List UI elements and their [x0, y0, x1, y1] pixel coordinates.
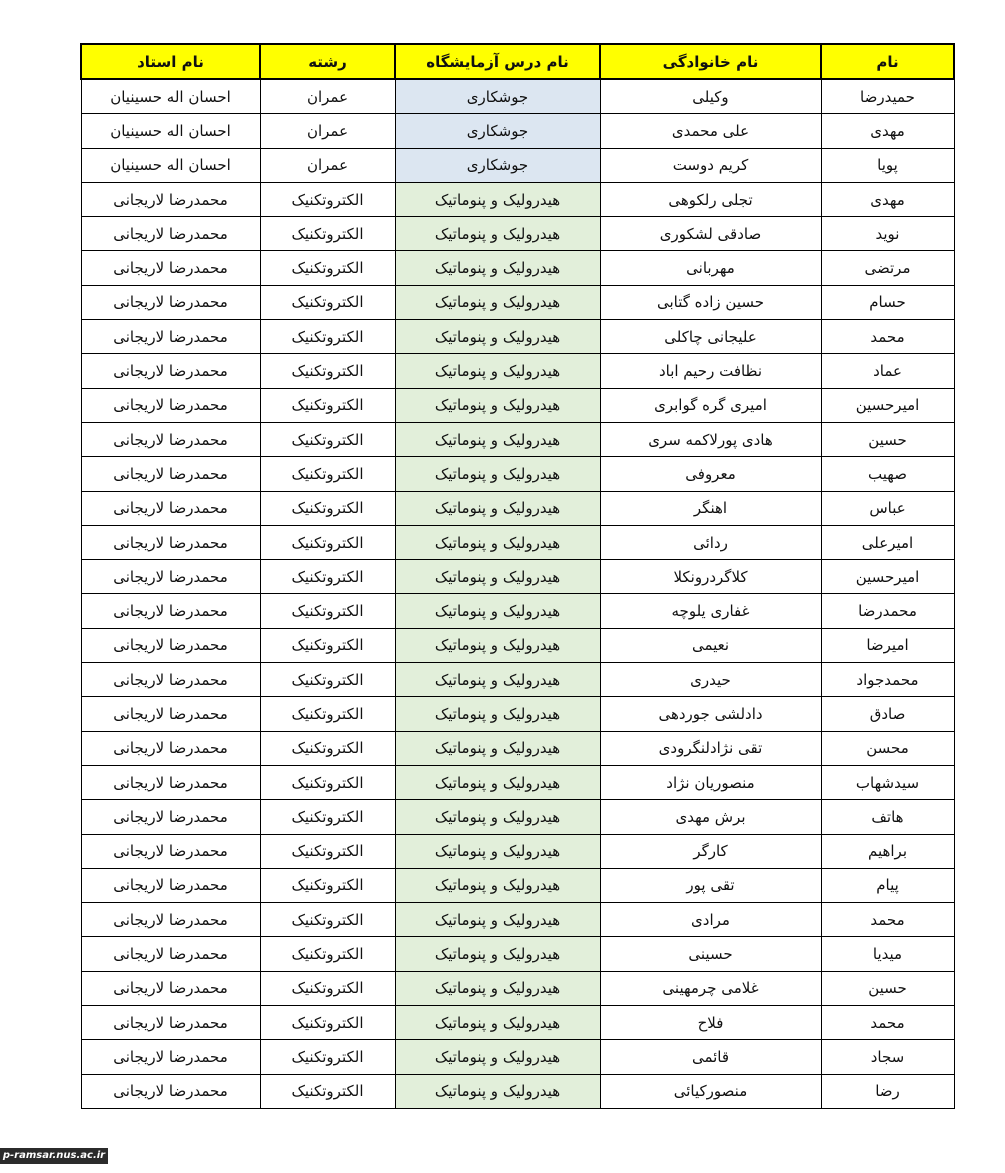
cell-instructor: محمدرضا لاریجانی — [81, 560, 260, 594]
cell-family-name: وکیلی — [600, 79, 821, 114]
table-row — [81, 525, 954, 559]
cell-lab-course: هیدرولیک و پنوماتیک — [395, 285, 600, 319]
cell-family-name: منصورکیائی — [600, 1074, 821, 1108]
cell-first-name: محمدرضا — [821, 594, 954, 628]
cell-family-name: معروفی — [600, 457, 821, 491]
cell-first-name: حسین — [821, 971, 954, 1005]
cell-instructor: محمدرضا لاریجانی — [81, 182, 260, 216]
cell-instructor: محمدرضا لاریجانی — [81, 663, 260, 697]
cell-first-name: صهیب — [821, 457, 954, 491]
cell-instructor: احسان اله حسینیان — [81, 148, 260, 182]
cell-instructor: محمدرضا لاریجانی — [81, 1040, 260, 1074]
table-row — [81, 765, 954, 799]
cell-instructor: محمدرضا لاریجانی — [81, 868, 260, 902]
cell-lab-course: هیدرولیک و پنوماتیک — [395, 320, 600, 354]
table-row — [81, 1040, 954, 1074]
cell-major: الکتروتکنیک — [260, 182, 395, 216]
cell-lab-course: هیدرولیک و پنوماتیک — [395, 903, 600, 937]
cell-lab-course: هیدرولیک و پنوماتیک — [395, 354, 600, 388]
cell-instructor: محمدرضا لاریجانی — [81, 422, 260, 456]
cell-major: الکتروتکنیک — [260, 834, 395, 868]
site-watermark: p-ramsar.nus.ac.ir — [0, 1148, 108, 1164]
cell-lab-course: هیدرولیک و پنوماتیک — [395, 182, 600, 216]
cell-first-name: حسین — [821, 422, 954, 456]
cell-instructor: احسان اله حسینیان — [81, 79, 260, 114]
cell-lab-course: هیدرولیک و پنوماتیک — [395, 560, 600, 594]
cell-instructor: محمدرضا لاریجانی — [81, 457, 260, 491]
cell-major: الکتروتکنیک — [260, 868, 395, 902]
cell-lab-course: هیدرولیک و پنوماتیک — [395, 457, 600, 491]
table-row — [81, 217, 954, 251]
cell-instructor: محمدرضا لاریجانی — [81, 388, 260, 422]
cell-instructor: محمدرضا لاریجانی — [81, 834, 260, 868]
cell-lab-course: هیدرولیک و پنوماتیک — [395, 422, 600, 456]
cell-lab-course: هیدرولیک و پنوماتیک — [395, 697, 600, 731]
header-first-name: نام — [821, 44, 954, 79]
table-row — [81, 114, 954, 148]
cell-lab-course: هیدرولیک و پنوماتیک — [395, 628, 600, 662]
table-row — [81, 560, 954, 594]
cell-lab-course: هیدرولیک و پنوماتیک — [395, 937, 600, 971]
cell-family-name: مهربانی — [600, 251, 821, 285]
cell-instructor: محمدرضا لاریجانی — [81, 971, 260, 1005]
cell-instructor: محمدرضا لاریجانی — [81, 320, 260, 354]
table-row — [81, 148, 954, 182]
table-row — [81, 594, 954, 628]
cell-instructor: محمدرضا لاریجانی — [81, 354, 260, 388]
cell-family-name: دادلشی جوردهی — [600, 697, 821, 731]
cell-lab-course: هیدرولیک و پنوماتیک — [395, 971, 600, 1005]
table-row — [81, 731, 954, 765]
cell-major: الکتروتکنیک — [260, 937, 395, 971]
cell-instructor: محمدرضا لاریجانی — [81, 628, 260, 662]
cell-first-name: سجاد — [821, 1040, 954, 1074]
cell-family-name: نظافت رحیم اباد — [600, 354, 821, 388]
cell-first-name: حسام — [821, 285, 954, 319]
cell-family-name: علیجانی چاکلی — [600, 320, 821, 354]
table-row — [81, 320, 954, 354]
cell-family-name: مرادی — [600, 903, 821, 937]
cell-major: الکتروتکنیک — [260, 1040, 395, 1074]
cell-lab-course: جوشکاری — [395, 148, 600, 182]
cell-lab-course: هیدرولیک و پنوماتیک — [395, 1006, 600, 1040]
cell-instructor: محمدرضا لاریجانی — [81, 285, 260, 319]
cell-lab-course: هیدرولیک و پنوماتیک — [395, 765, 600, 799]
table-row — [81, 422, 954, 456]
cell-lab-course: هیدرولیک و پنوماتیک — [395, 217, 600, 251]
header-instructor: نام استاد — [81, 44, 260, 79]
cell-lab-course: هیدرولیک و پنوماتیک — [395, 491, 600, 525]
cell-instructor: محمدرضا لاریجانی — [81, 491, 260, 525]
cell-first-name: محمد — [821, 320, 954, 354]
cell-instructor: محمدرضا لاریجانی — [81, 937, 260, 971]
cell-first-name: پیام — [821, 868, 954, 902]
cell-family-name: تجلی رلکوهی — [600, 182, 821, 216]
table-row — [81, 491, 954, 525]
cell-family-name: اهنگر — [600, 491, 821, 525]
student-lab-table — [80, 43, 955, 1109]
cell-first-name: مرتضی — [821, 251, 954, 285]
cell-family-name: برش مهدی — [600, 800, 821, 834]
cell-lab-course: هیدرولیک و پنوماتیک — [395, 388, 600, 422]
cell-first-name: حمیدرضا — [821, 79, 954, 114]
cell-first-name: محمدجواد — [821, 663, 954, 697]
cell-family-name: غفاری یلوچه — [600, 594, 821, 628]
cell-major: الکتروتکنیک — [260, 457, 395, 491]
cell-family-name: تقی پور — [600, 868, 821, 902]
cell-lab-course: جوشکاری — [395, 79, 600, 114]
header-row — [81, 44, 954, 79]
cell-major: الکتروتکنیک — [260, 594, 395, 628]
cell-instructor: محمدرضا لاریجانی — [81, 1006, 260, 1040]
table-row — [81, 354, 954, 388]
cell-instructor: محمدرضا لاریجانی — [81, 765, 260, 799]
cell-first-name: میدیا — [821, 937, 954, 971]
cell-major: الکتروتکنیک — [260, 663, 395, 697]
cell-first-name: نوید — [821, 217, 954, 251]
cell-first-name: امیرحسین — [821, 388, 954, 422]
cell-family-name: فلاح — [600, 1006, 821, 1040]
cell-first-name: هاتف — [821, 800, 954, 834]
cell-first-name: مهدی — [821, 114, 954, 148]
header-family-name: نام خانوادگی — [600, 44, 821, 79]
table-row — [81, 868, 954, 902]
cell-major: الکتروتکنیک — [260, 560, 395, 594]
cell-lab-course: هیدرولیک و پنوماتیک — [395, 594, 600, 628]
cell-family-name: قائمی — [600, 1040, 821, 1074]
cell-major: الکتروتکنیک — [260, 251, 395, 285]
cell-first-name: عماد — [821, 354, 954, 388]
table-row — [81, 663, 954, 697]
cell-first-name: امیرحسین — [821, 560, 954, 594]
table-row — [81, 628, 954, 662]
table-row — [81, 903, 954, 937]
cell-major: عمران — [260, 114, 395, 148]
cell-major: الکتروتکنیک — [260, 422, 395, 456]
cell-first-name: براهیم — [821, 834, 954, 868]
cell-family-name: حسینی — [600, 937, 821, 971]
table-row — [81, 937, 954, 971]
cell-first-name: محمد — [821, 1006, 954, 1040]
cell-major: عمران — [260, 148, 395, 182]
table-row — [81, 971, 954, 1005]
table-row — [81, 697, 954, 731]
cell-instructor: محمدرضا لاریجانی — [81, 594, 260, 628]
cell-instructor: محمدرضا لاریجانی — [81, 525, 260, 559]
cell-first-name: امیرضا — [821, 628, 954, 662]
cell-first-name: عباس — [821, 491, 954, 525]
cell-family-name: کارگر — [600, 834, 821, 868]
table-row — [81, 285, 954, 319]
cell-family-name: علی محمدی — [600, 114, 821, 148]
table-row — [81, 182, 954, 216]
cell-family-name: کریم دوست — [600, 148, 821, 182]
cell-major: الکتروتکنیک — [260, 354, 395, 388]
cell-instructor: محمدرضا لاریجانی — [81, 217, 260, 251]
cell-family-name: تقی نژادلنگرودی — [600, 731, 821, 765]
cell-lab-course: هیدرولیک و پنوماتیک — [395, 1074, 600, 1108]
cell-lab-course: هیدرولیک و پنوماتیک — [395, 731, 600, 765]
cell-major: الکتروتکنیک — [260, 765, 395, 799]
cell-lab-course: هیدرولیک و پنوماتیک — [395, 663, 600, 697]
cell-instructor: محمدرضا لاریجانی — [81, 800, 260, 834]
cell-major: الکتروتکنیک — [260, 1006, 395, 1040]
cell-major: الکتروتکنیک — [260, 217, 395, 251]
cell-major: الکتروتکنیک — [260, 697, 395, 731]
cell-first-name: محسن — [821, 731, 954, 765]
cell-major: الکتروتکنیک — [260, 971, 395, 1005]
cell-lab-course: هیدرولیک و پنوماتیک — [395, 251, 600, 285]
cell-major: الکتروتکنیک — [260, 285, 395, 319]
cell-major: الکتروتکنیک — [260, 388, 395, 422]
cell-lab-course: هیدرولیک و پنوماتیک — [395, 800, 600, 834]
cell-instructor: محمدرضا لاریجانی — [81, 251, 260, 285]
cell-family-name: نعیمی — [600, 628, 821, 662]
cell-family-name: حیدری — [600, 663, 821, 697]
table-row — [81, 834, 954, 868]
cell-family-name: حسین زاده گتابی — [600, 285, 821, 319]
cell-first-name: سیدشهاب — [821, 765, 954, 799]
cell-lab-course: هیدرولیک و پنوماتیک — [395, 868, 600, 902]
cell-family-name: صادقی لشکوری — [600, 217, 821, 251]
cell-family-name: امیری گره گوابری — [600, 388, 821, 422]
cell-major: الکتروتکنیک — [260, 1074, 395, 1108]
cell-family-name: کلاگردرونکلا — [600, 560, 821, 594]
cell-major: الکتروتکنیک — [260, 320, 395, 354]
cell-instructor: محمدرضا لاریجانی — [81, 697, 260, 731]
header-major: رشته — [260, 44, 395, 79]
cell-instructor: محمدرضا لاریجانی — [81, 903, 260, 937]
cell-major: الکتروتکنیک — [260, 628, 395, 662]
table-row — [81, 457, 954, 491]
table-row — [81, 251, 954, 285]
cell-major: عمران — [260, 79, 395, 114]
cell-family-name: ردائی — [600, 525, 821, 559]
cell-lab-course: هیدرولیک و پنوماتیک — [395, 1040, 600, 1074]
cell-lab-course: جوشکاری — [395, 114, 600, 148]
table-row — [81, 800, 954, 834]
cell-first-name: امیرعلی — [821, 525, 954, 559]
cell-lab-course: هیدرولیک و پنوماتیک — [395, 834, 600, 868]
cell-first-name: محمد — [821, 903, 954, 937]
cell-family-name: منصوریان نژاد — [600, 765, 821, 799]
header-lab-course: نام درس آزمایشگاه — [395, 44, 600, 79]
cell-major: الکتروتکنیک — [260, 800, 395, 834]
cell-first-name: صادق — [821, 697, 954, 731]
table-row — [81, 1006, 954, 1040]
cell-major: الکتروتکنیک — [260, 903, 395, 937]
cell-major: الکتروتکنیک — [260, 731, 395, 765]
cell-major: الکتروتکنیک — [260, 491, 395, 525]
cell-family-name: غلامی چرمهینی — [600, 971, 821, 1005]
table-body — [81, 79, 954, 1108]
cell-instructor: احسان اله حسینیان — [81, 114, 260, 148]
cell-instructor: محمدرضا لاریجانی — [81, 1074, 260, 1108]
cell-family-name: هادی پورلاکمه سری — [600, 422, 821, 456]
cell-first-name: مهدی — [821, 182, 954, 216]
table-row — [81, 1074, 954, 1108]
table-row — [81, 388, 954, 422]
cell-lab-course: هیدرولیک و پنوماتیک — [395, 525, 600, 559]
table-row — [81, 79, 954, 114]
cell-major: الکتروتکنیک — [260, 525, 395, 559]
cell-first-name: رضا — [821, 1074, 954, 1108]
cell-instructor: محمدرضا لاریجانی — [81, 731, 260, 765]
cell-first-name: پویا — [821, 148, 954, 182]
